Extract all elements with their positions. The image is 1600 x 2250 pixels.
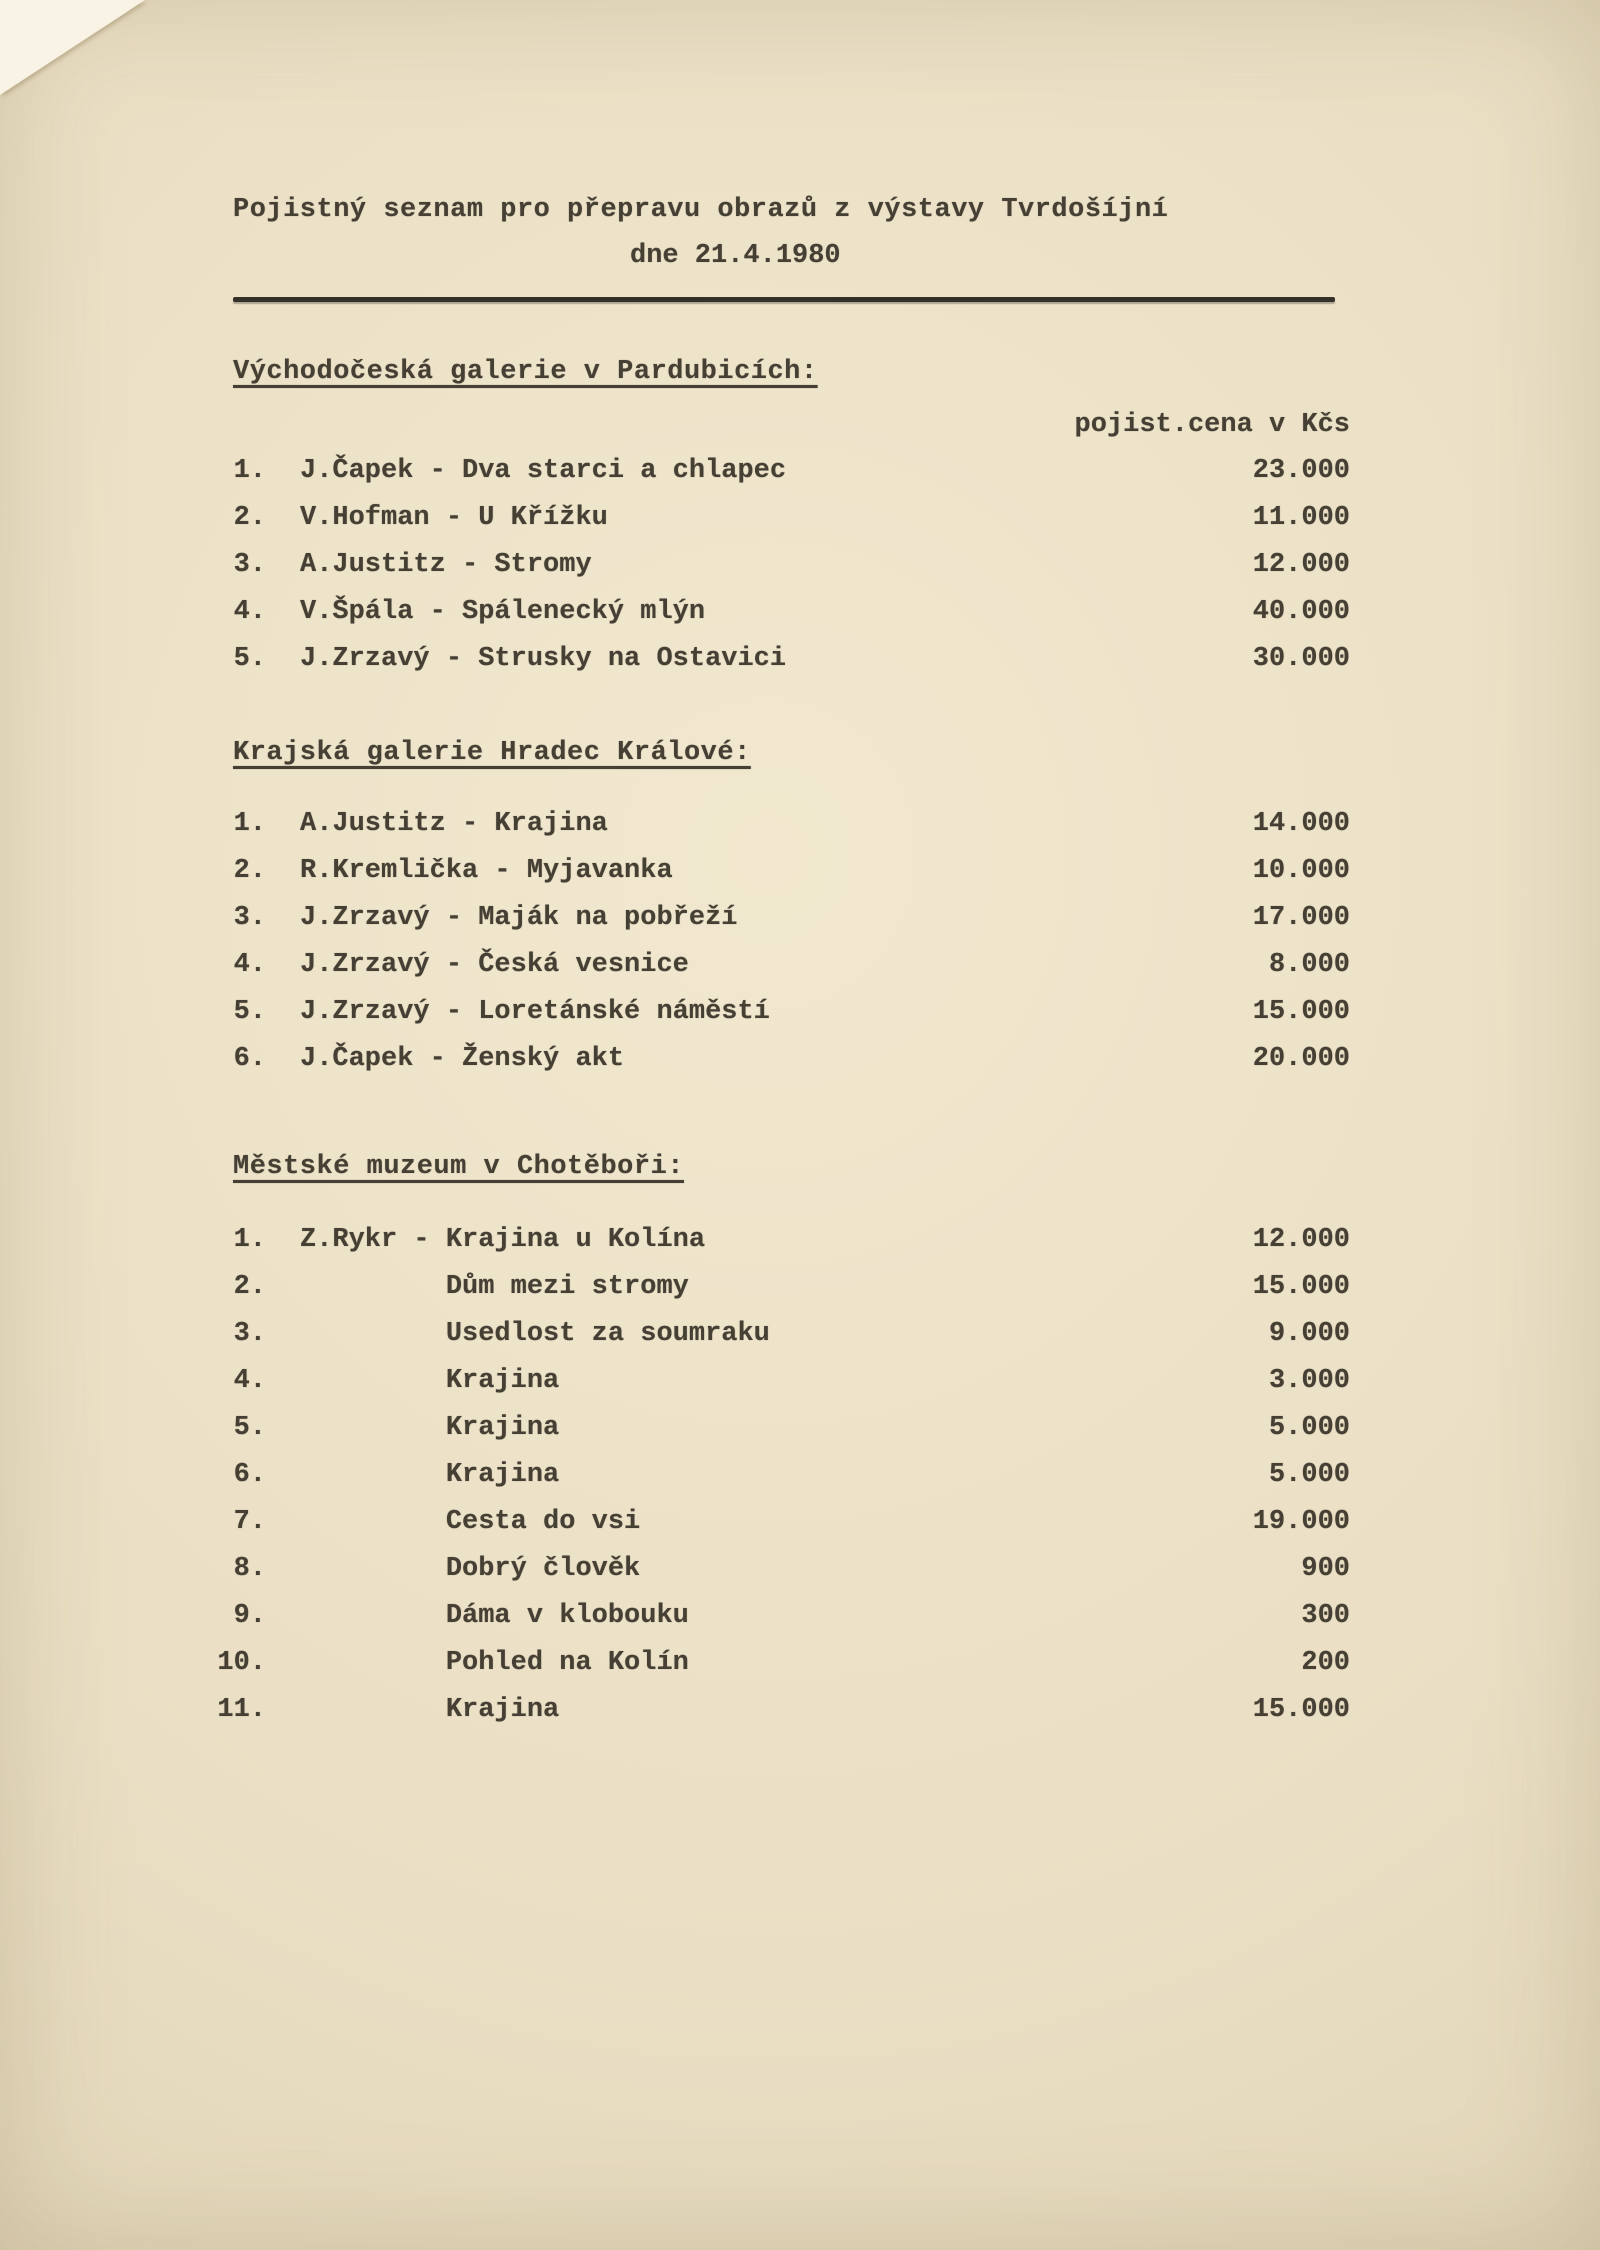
item-row [216, 636, 1350, 683]
item-number: 7. [233, 1507, 266, 1537]
item-number: 1. [233, 809, 266, 839]
item-list [216, 1217, 1350, 1734]
item-list [216, 448, 1350, 683]
item-text: Krajina [300, 1695, 560, 1725]
item-row [216, 542, 1350, 589]
item-number: 3. [233, 1319, 266, 1349]
divider-rule [233, 297, 1335, 302]
document-content [216, 193, 1350, 1734]
item-number: 2. [233, 856, 266, 886]
item-row [216, 448, 1350, 495]
section-chotebor [216, 1147, 1350, 1734]
item-row [216, 942, 1350, 989]
item-price: 11.000 [1252, 503, 1350, 533]
item-price: 30.000 [1252, 644, 1350, 674]
item-price: 15.000 [1252, 1272, 1350, 1302]
item-price: 200 [1301, 1648, 1350, 1678]
item-number: 11. [217, 1695, 266, 1725]
item-number: 4. [233, 950, 266, 980]
item-number: 1. [233, 1225, 266, 1255]
item-price: 9.000 [1268, 1319, 1350, 1349]
document-date: dne 21.4.1980 [630, 241, 841, 271]
item-price: 300 [1301, 1601, 1350, 1631]
item-row [216, 1405, 1350, 1452]
section-pardubice [216, 352, 1350, 683]
item-row [216, 895, 1350, 942]
item-text: J.Zrzavý - Loretánské náměstí [300, 997, 770, 1027]
item-row [216, 848, 1350, 895]
item-text: J.Zrzavý - Maják na pobřeží [300, 903, 738, 933]
item-number: 2. [233, 1272, 266, 1302]
item-number: 5. [233, 1413, 266, 1443]
price-column-header: pojist.cena v Kčs [1074, 410, 1350, 440]
item-row [216, 1311, 1350, 1358]
item-row [216, 1358, 1350, 1405]
page-corner-fold [0, 0, 145, 95]
item-number: 6. [233, 1044, 266, 1074]
item-number: 8. [233, 1554, 266, 1584]
section-heading: Východočeská galerie v Pardubicích: [233, 357, 818, 387]
item-text: Z.Rykr - Krajina u Kolína [300, 1225, 706, 1255]
item-row [216, 495, 1350, 542]
item-number: 3. [233, 550, 266, 580]
item-row [216, 1593, 1350, 1640]
item-text: Dobrý člověk [300, 1554, 641, 1584]
item-text: V.Hofman - U Křížku [300, 503, 608, 533]
item-price: 40.000 [1252, 597, 1350, 627]
item-price: 20.000 [1252, 1044, 1350, 1074]
item-number: 5. [233, 644, 266, 674]
item-number: 1. [233, 456, 266, 486]
item-price: 12.000 [1252, 550, 1350, 580]
item-text: J.Čapek - Dva starci a chlapec [300, 456, 787, 486]
item-price: 17.000 [1252, 903, 1350, 933]
section-heading: Krajská galerie Hradec Králové: [233, 738, 751, 768]
item-row [216, 1546, 1350, 1593]
item-row [216, 1687, 1350, 1734]
item-number: 4. [233, 597, 266, 627]
item-number: 6. [233, 1460, 266, 1490]
item-list [216, 801, 1350, 1083]
item-text: Krajina [300, 1413, 560, 1443]
item-price: 10.000 [1252, 856, 1350, 886]
item-text: J.Zrzavý - Strusky na Ostavici [300, 644, 787, 674]
item-number: 2. [233, 503, 266, 533]
item-price: 23.000 [1252, 456, 1350, 486]
item-row [216, 1499, 1350, 1546]
item-row [216, 801, 1350, 848]
item-text: J.Čapek - Ženský akt [300, 1044, 625, 1074]
item-number: 10. [217, 1648, 266, 1678]
item-text: Krajina [300, 1460, 560, 1490]
section-hradec-kralove [216, 733, 1350, 1083]
section-heading: Městské muzeum v Chotěboři: [233, 1152, 684, 1182]
item-price: 5.000 [1268, 1460, 1350, 1490]
item-row [216, 1217, 1350, 1264]
item-number: 3. [233, 903, 266, 933]
item-text: Dáma v klobouku [300, 1601, 689, 1631]
item-price: 900 [1301, 1554, 1350, 1584]
item-price: 3.000 [1268, 1366, 1350, 1396]
item-row [216, 589, 1350, 636]
item-row [216, 1264, 1350, 1311]
item-number: 4. [233, 1366, 266, 1396]
item-row [216, 989, 1350, 1036]
item-number: 9. [233, 1601, 266, 1631]
item-text: Dům mezi stromy [300, 1272, 689, 1302]
item-row [216, 1640, 1350, 1687]
item-price: 19.000 [1252, 1507, 1350, 1537]
item-price: 8.000 [1268, 950, 1350, 980]
item-text: Krajina [300, 1366, 560, 1396]
item-row [216, 1452, 1350, 1499]
item-text: R.Kremlička - Myjavanka [300, 856, 673, 886]
item-price: 5.000 [1268, 1413, 1350, 1443]
item-text: A.Justitz - Krajina [300, 809, 608, 839]
item-price: 12.000 [1252, 1225, 1350, 1255]
item-price: 15.000 [1252, 1695, 1350, 1725]
item-number: 5. [233, 997, 266, 1027]
item-row [216, 1036, 1350, 1083]
item-text: Pohled na Kolín [300, 1648, 689, 1678]
item-text: J.Zrzavý - Česká vesnice [300, 950, 689, 980]
item-text: A.Justitz - Stromy [300, 550, 592, 580]
item-text: V.Špála - Spálenecký mlýn [300, 597, 706, 627]
item-text: Cesta do vsi [300, 1507, 641, 1537]
item-text: Usedlost za soumraku [300, 1319, 770, 1349]
item-price: 14.000 [1252, 809, 1350, 839]
item-price: 15.000 [1252, 997, 1350, 1027]
document-title: Pojistný seznam pro přepravu obrazů z výstavy Tvrdošíjní [233, 195, 1169, 225]
